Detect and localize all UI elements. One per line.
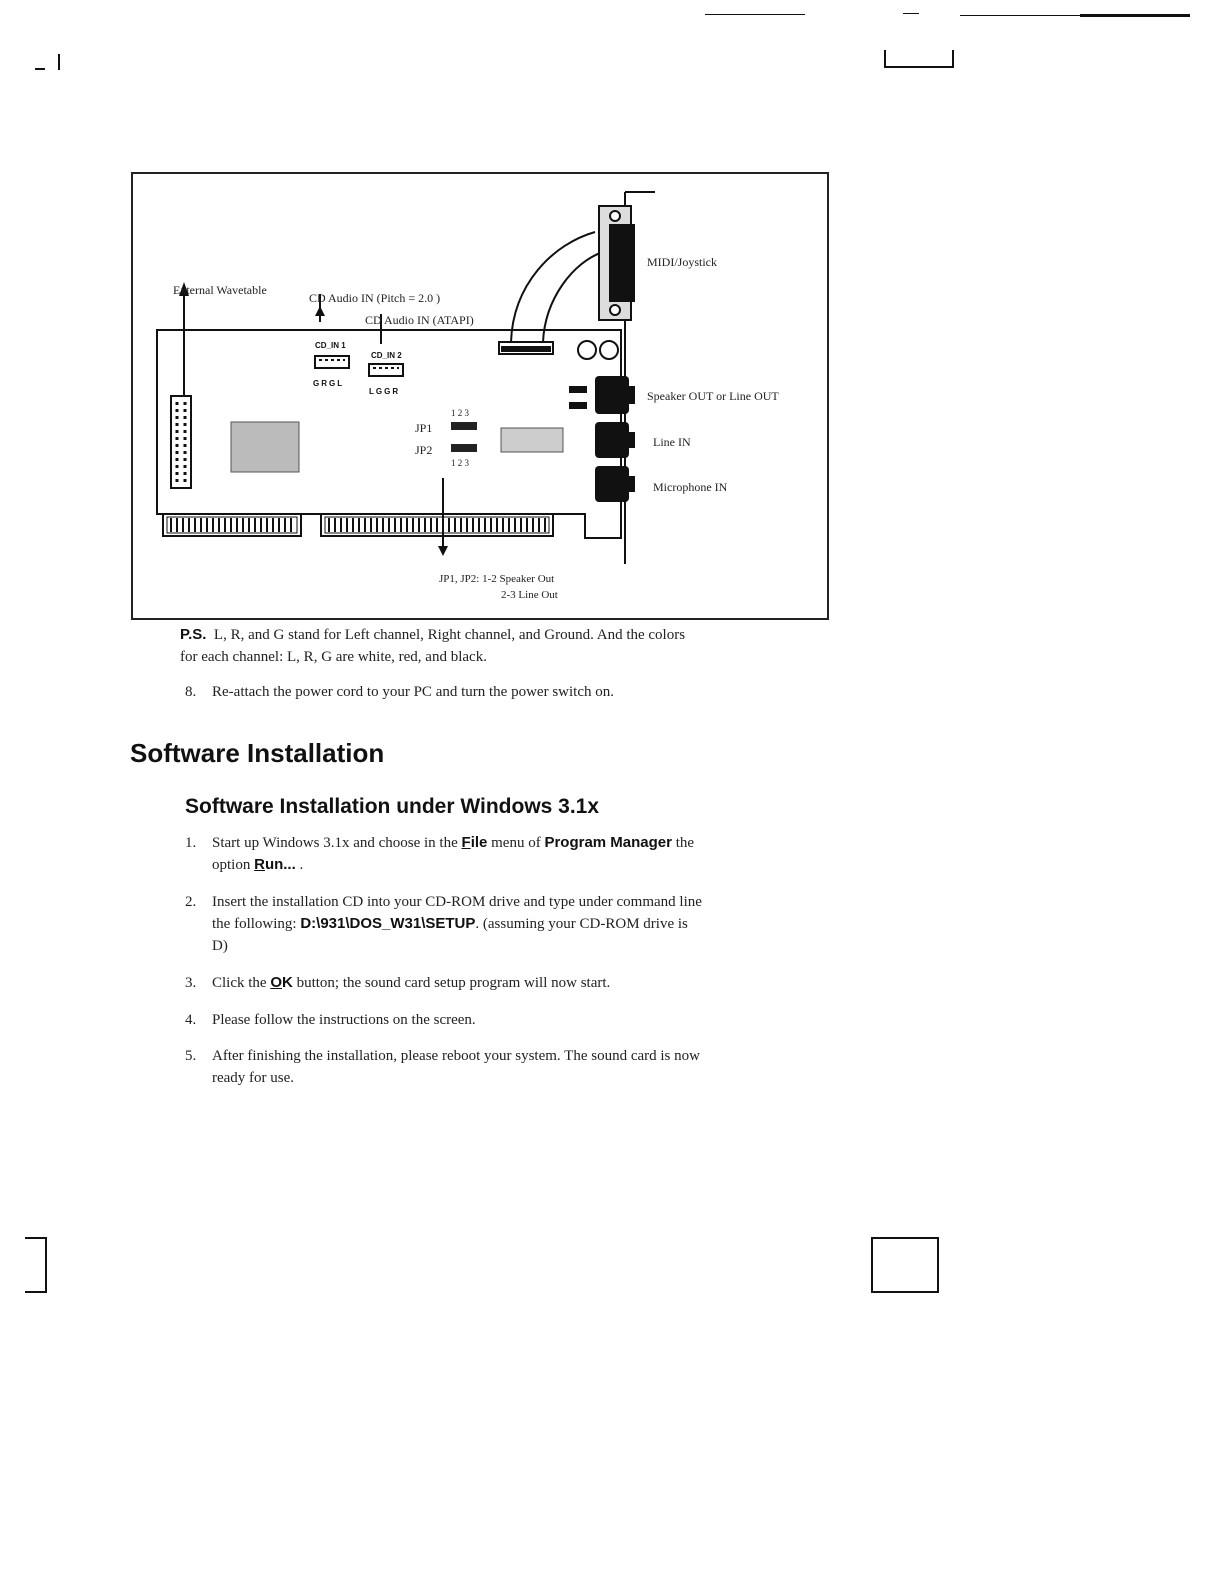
ps-prefix: P.S. [180, 626, 207, 643]
sound-card-diagram [131, 172, 829, 620]
run-command-name: Run... [254, 856, 296, 873]
speaker-out-jack [595, 376, 629, 414]
cd-in2-label: CD_IN 2 [371, 351, 402, 360]
jp2-pin-numbers: 1 2 3 [451, 458, 469, 468]
midi-joystick-label: MIDI/Joystick [647, 255, 717, 269]
step-number: 2. [185, 894, 197, 910]
corner-mark-top-right [884, 50, 954, 68]
cd-in1-pin-label: GRGL [313, 379, 345, 388]
file-menu-name: File [461, 834, 488, 851]
step-number: 3. [185, 975, 197, 991]
round-hole-2 [600, 341, 618, 359]
scan-line-top-mid-2 [903, 13, 919, 14]
jumper-note-line1: JP1, JP2: 1-2 Speaker Out [439, 573, 555, 585]
program-manager-name: Program Manager [544, 834, 672, 851]
step-number: 5. [185, 1048, 197, 1064]
scan-line-top-mid [705, 14, 805, 15]
corner-mark-top-left [35, 68, 45, 70]
cd-in1-label: CD_IN 1 [315, 341, 346, 350]
jp1-label: JP1 [415, 421, 433, 435]
step-8-text: Re-attach the power cord to your PC and turn the power switch on. [212, 684, 614, 700]
jumper-note-line2: 2-3 Line Out [501, 589, 558, 601]
ps-line2: for each channel: L, R, G are white, red, and black. [180, 649, 487, 665]
chip-main [231, 422, 299, 472]
section-heading: Software Installation [130, 738, 385, 768]
speaker-out-label: Speaker OUT or Line OUT [647, 389, 779, 403]
scan-line-top-right [1080, 14, 1190, 17]
wavetable-header [171, 396, 191, 488]
jp1-jumper [451, 422, 477, 430]
round-hole-1 [578, 341, 596, 359]
chip-secondary [501, 428, 563, 452]
sound-card-illustration [133, 174, 827, 618]
subsection-heading: Software Installation under Windows 3.1x [185, 795, 600, 818]
ps-line1: L, R, and G stand for Left channel, Right channel, and Ground. And the colors [213, 627, 686, 643]
jp2-label: JP2 [415, 443, 433, 457]
corner-mark-bottom-right [871, 1237, 939, 1293]
cd-in1-connector [315, 356, 349, 368]
corner-mark-top-left-2 [58, 54, 60, 70]
install-step-4: 4. Please follow the instructions on the screen. [185, 1009, 805, 1031]
cd-audio-in-pitch-label: CD Audio IN (Pitch = 2.0 ) [309, 291, 441, 305]
step-number: 4. [185, 1012, 197, 1028]
setup-command-path: D:\931\DOS_W31\SETUP [300, 915, 476, 932]
cd-in2-connector [369, 364, 403, 376]
microphone-in-label: Microphone IN [653, 480, 728, 494]
install-step-5: 5. After finishing the installation, please reboot your system. The sound card is now ready for use. [185, 1045, 805, 1089]
ok-button-name: OK [270, 974, 293, 991]
install-step-3: 3. Click the OK button; the sound card setup program will now start. [185, 972, 805, 994]
corner-mark-bottom-left [25, 1237, 47, 1293]
jp2-jumper [451, 444, 477, 452]
step-8 [185, 681, 805, 703]
external-wavetable-label: External Wavetable [173, 283, 267, 297]
ps-note [180, 624, 810, 668]
install-step-1: 1. Start up Windows 3.1x and choose in the File menu of Program Manager the option Run... . [185, 834, 695, 873]
midi-cable [511, 232, 595, 342]
cd-audio-in-atapi-label: CD Audio IN (ATAPI) [365, 313, 474, 327]
scan-line-top-right-2 [960, 15, 1080, 16]
microphone-in-jack [595, 466, 629, 502]
cd-in2-pin-label: LGGR [369, 387, 401, 396]
step-8-number: 8. [185, 684, 197, 700]
step-number: 1. [185, 835, 197, 851]
install-step-2: 2. Insert the installation CD into your CD-ROM drive and type under command line the following: D:\931\DOS_W31\SETUP. (assuming your CD-ROM drive is D) [185, 891, 805, 957]
jp1-pin-numbers: 1 2 3 [451, 408, 469, 418]
line-in-jack [595, 422, 629, 458]
line-in-label: Line IN [653, 435, 691, 449]
